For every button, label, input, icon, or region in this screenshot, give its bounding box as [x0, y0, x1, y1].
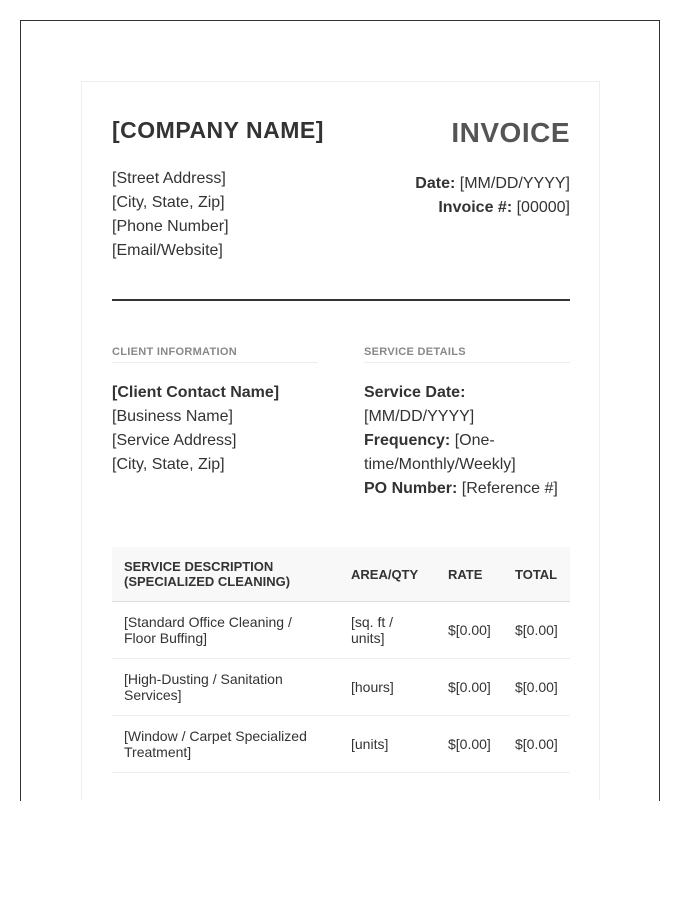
row-rate: $[0.00] — [436, 716, 503, 773]
service-po-value: [Reference #] — [461, 480, 558, 497]
invoice-meta-block — [415, 110, 570, 263]
service-frequency — [364, 429, 570, 477]
row-rate: $[0.00] — [436, 659, 503, 716]
service-details — [364, 345, 570, 501]
service-frequency-label: Frequency: — [364, 432, 451, 449]
service-lines — [364, 381, 570, 501]
invoice-content — [112, 110, 570, 773]
invoice-number-value: [00000] — [516, 199, 570, 216]
row-total: $[0.00] — [503, 659, 570, 716]
company-block — [112, 110, 324, 263]
client-lines — [112, 381, 318, 477]
client-business-name: [Business Name] — [112, 408, 233, 425]
row-description: [High-Dusting / Sanitation Services] — [112, 659, 339, 716]
invoice-date-label: Date: — [415, 175, 456, 192]
row-description: [Standard Office Cleaning / Floor Buffing] — [112, 602, 339, 659]
row-area-qty: [units] — [339, 716, 436, 773]
header-divider — [112, 299, 570, 301]
row-area-qty: [hours] — [339, 659, 436, 716]
header-service-description: SERVICE DESCRIPTION (SPECIALIZED CLEANING) — [112, 547, 339, 602]
company-address — [112, 167, 324, 263]
invoice-date-value: [MM/DD/YYYY] — [459, 175, 570, 192]
services-table — [112, 547, 570, 773]
service-po-label: PO Number: — [364, 480, 458, 497]
client-city-state-zip: [City, State, Zip] — [112, 456, 225, 473]
service-date — [364, 381, 570, 429]
company-email-website: [Email/Website] — [112, 242, 223, 259]
invoice-header — [112, 110, 570, 263]
row-area-qty: [sq. ft / units] — [339, 602, 436, 659]
service-date-label: Service Date: — [364, 384, 466, 401]
invoice-number-label: Invoice #: — [438, 199, 513, 216]
company-phone: [Phone Number] — [112, 218, 229, 235]
service-frequency-value: [One-time/Monthly/Weekly] — [364, 432, 516, 473]
invoice-number — [415, 196, 570, 220]
header-total: TOTAL — [503, 547, 570, 602]
company-city-state-zip: [City, State, Zip] — [112, 194, 225, 211]
company-street: [Street Address] — [112, 170, 226, 187]
table-header-row — [112, 547, 570, 602]
service-section-label: SERVICE DETAILS — [364, 345, 570, 363]
client-service-address: [Service Address] — [112, 432, 237, 449]
client-section-label: CLIENT INFORMATION — [112, 345, 318, 363]
invoice-date — [415, 172, 570, 196]
invoice-title: INVOICE — [451, 117, 570, 148]
table-row — [112, 602, 570, 659]
table-row — [112, 659, 570, 716]
client-information — [112, 345, 318, 501]
invoice-meta — [415, 172, 570, 220]
service-po-number — [364, 477, 570, 501]
row-total: $[0.00] — [503, 602, 570, 659]
service-date-value: [MM/DD/YYYY] — [364, 408, 475, 425]
header-area-qty: AREA/QTY — [339, 547, 436, 602]
row-rate: $[0.00] — [436, 602, 503, 659]
header-rate: RATE — [436, 547, 503, 602]
row-description: [Window / Carpet Specialized Treatment] — [112, 716, 339, 773]
info-row — [112, 345, 570, 501]
table-row — [112, 716, 570, 773]
client-contact-name: [Client Contact Name] — [112, 384, 280, 401]
company-name: [COMPANY NAME] — [112, 117, 324, 143]
row-total: $[0.00] — [503, 716, 570, 773]
